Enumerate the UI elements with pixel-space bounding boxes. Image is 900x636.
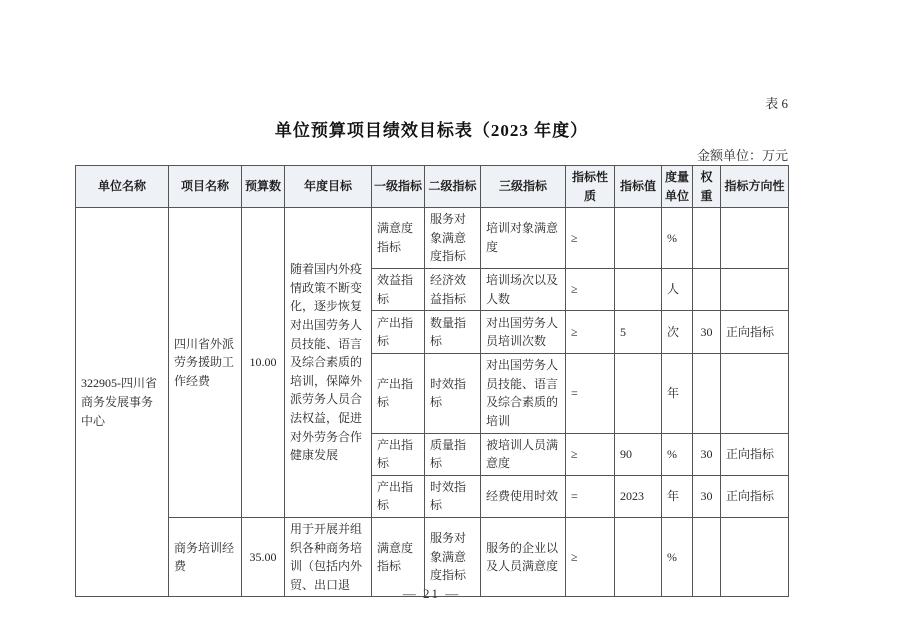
cell-level1: 满意度指标 xyxy=(372,517,425,596)
cell-level1: 产出指标 xyxy=(372,354,425,433)
cell-value: 90 xyxy=(615,433,662,475)
cell-level2: 服务对象满意度指标 xyxy=(425,208,481,269)
header-project-name: 项目名称 xyxy=(169,166,242,208)
cell-nature: ≥ xyxy=(566,311,615,354)
indicator-row xyxy=(76,517,789,596)
header-row xyxy=(76,166,789,208)
header-budget: 预算数 xyxy=(242,166,285,208)
cell-budget: 35.00 xyxy=(242,517,285,596)
cell-direction: 正向指标 xyxy=(721,311,789,354)
cell-unit: % xyxy=(662,208,693,269)
cell-unit: % xyxy=(662,517,693,596)
cell-weight xyxy=(693,268,721,310)
cell-project-name: 四川省外派劳务援助工作经费 xyxy=(169,208,242,518)
cell-value xyxy=(615,354,662,433)
cell-level2: 服务对象满意度指标 xyxy=(425,517,481,596)
cell-unit: 人 xyxy=(662,268,693,310)
header-weight: 权重 xyxy=(693,166,721,208)
cell-nature: = xyxy=(566,475,615,517)
cell-value xyxy=(615,517,662,596)
cell-level2: 时效指标 xyxy=(425,475,481,517)
cell-unit: % xyxy=(662,433,693,475)
cell-level2: 经济效益指标 xyxy=(425,268,481,310)
cell-level1: 效益指标 xyxy=(372,268,425,310)
cell-nature: ≥ xyxy=(566,517,615,596)
header-level3-indicator: 三级指标 xyxy=(481,166,566,208)
performance-target-table xyxy=(75,165,789,597)
cell-level3: 培训场次以及人数 xyxy=(481,268,566,310)
header-measure-unit: 度量单位 xyxy=(662,166,693,208)
header-direction: 指标方向性 xyxy=(721,166,789,208)
header-level1-indicator: 一级指标 xyxy=(372,166,425,208)
cell-value xyxy=(615,208,662,269)
cell-level3: 经费使用时效 xyxy=(481,475,566,517)
cell-weight: 30 xyxy=(693,433,721,475)
cell-weight xyxy=(693,517,721,596)
cell-nature: ≥ xyxy=(566,268,615,310)
cell-level2: 质量指标 xyxy=(425,433,481,475)
cell-direction xyxy=(721,354,789,433)
cell-level2: 数量指标 xyxy=(425,311,481,354)
cell-level1: 产出指标 xyxy=(372,311,425,354)
cell-unit: 年 xyxy=(662,354,693,433)
header-indicator-value: 指标值 xyxy=(615,166,662,208)
cell-direction xyxy=(721,268,789,310)
page-title: 单位预算项目绩效目标表（2023 年度） xyxy=(274,121,589,140)
cell-project-name: 商务培训经费 xyxy=(169,517,242,596)
cell-budget: 10.00 xyxy=(242,208,285,518)
cell-unit: 年 xyxy=(662,475,693,517)
cell-weight xyxy=(693,208,721,269)
cell-level1: 满意度指标 xyxy=(372,208,425,269)
cell-direction xyxy=(721,208,789,269)
cell-level2: 时效指标 xyxy=(425,354,481,433)
cell-level3: 对出国劳务人员培训次数 xyxy=(481,311,566,354)
header-unit-name: 单位名称 xyxy=(76,166,169,208)
header-indicator-nature: 指标性质 xyxy=(566,166,615,208)
page-number: — 21 — xyxy=(402,586,461,601)
cell-weight: 30 xyxy=(693,475,721,517)
cell-nature: = xyxy=(566,354,615,433)
header-level2-indicator: 二级指标 xyxy=(425,166,481,208)
cell-unit-name: 322905-四川省商务发展事务中心 xyxy=(76,208,169,597)
cell-annual-target: 随着国内外疫情政策不断变化，逐步恢复对出国劳务人员技能、语言及综合素质的培训，保障外派劳务人员合法权益，促进对外劳务合作健康发展 xyxy=(285,208,372,518)
cell-value: 2023 xyxy=(615,475,662,517)
cell-weight: 30 xyxy=(693,311,721,354)
cell-nature: ≥ xyxy=(566,208,615,269)
cell-unit: 次 xyxy=(662,311,693,354)
cell-level1: 产出指标 xyxy=(372,433,425,475)
cell-direction xyxy=(721,517,789,596)
cell-level3: 对出国劳务人员技能、语言及综合素质的培训 xyxy=(481,354,566,433)
cell-annual-target: 用于开展并组织各种商务培训（包括内外贸、出口退 xyxy=(285,517,372,596)
cell-nature: ≥ xyxy=(566,433,615,475)
indicator-row xyxy=(76,208,789,269)
cell-level3: 被培训人员满意度 xyxy=(481,433,566,475)
table-number-label: 表 6 xyxy=(765,96,788,111)
cell-level1: 产出指标 xyxy=(372,475,425,517)
cell-weight xyxy=(693,354,721,433)
cell-value: 5 xyxy=(615,311,662,354)
cell-value xyxy=(615,268,662,310)
amount-unit-note: 金额单位：万元 xyxy=(696,148,788,163)
header-annual-target: 年度目标 xyxy=(285,166,372,208)
cell-level3: 培训对象满意度 xyxy=(481,208,566,269)
cell-level3: 服务的企业以及人员满意度 xyxy=(481,517,566,596)
cell-direction: 正向指标 xyxy=(721,475,789,517)
cell-direction: 正向指标 xyxy=(721,433,789,475)
